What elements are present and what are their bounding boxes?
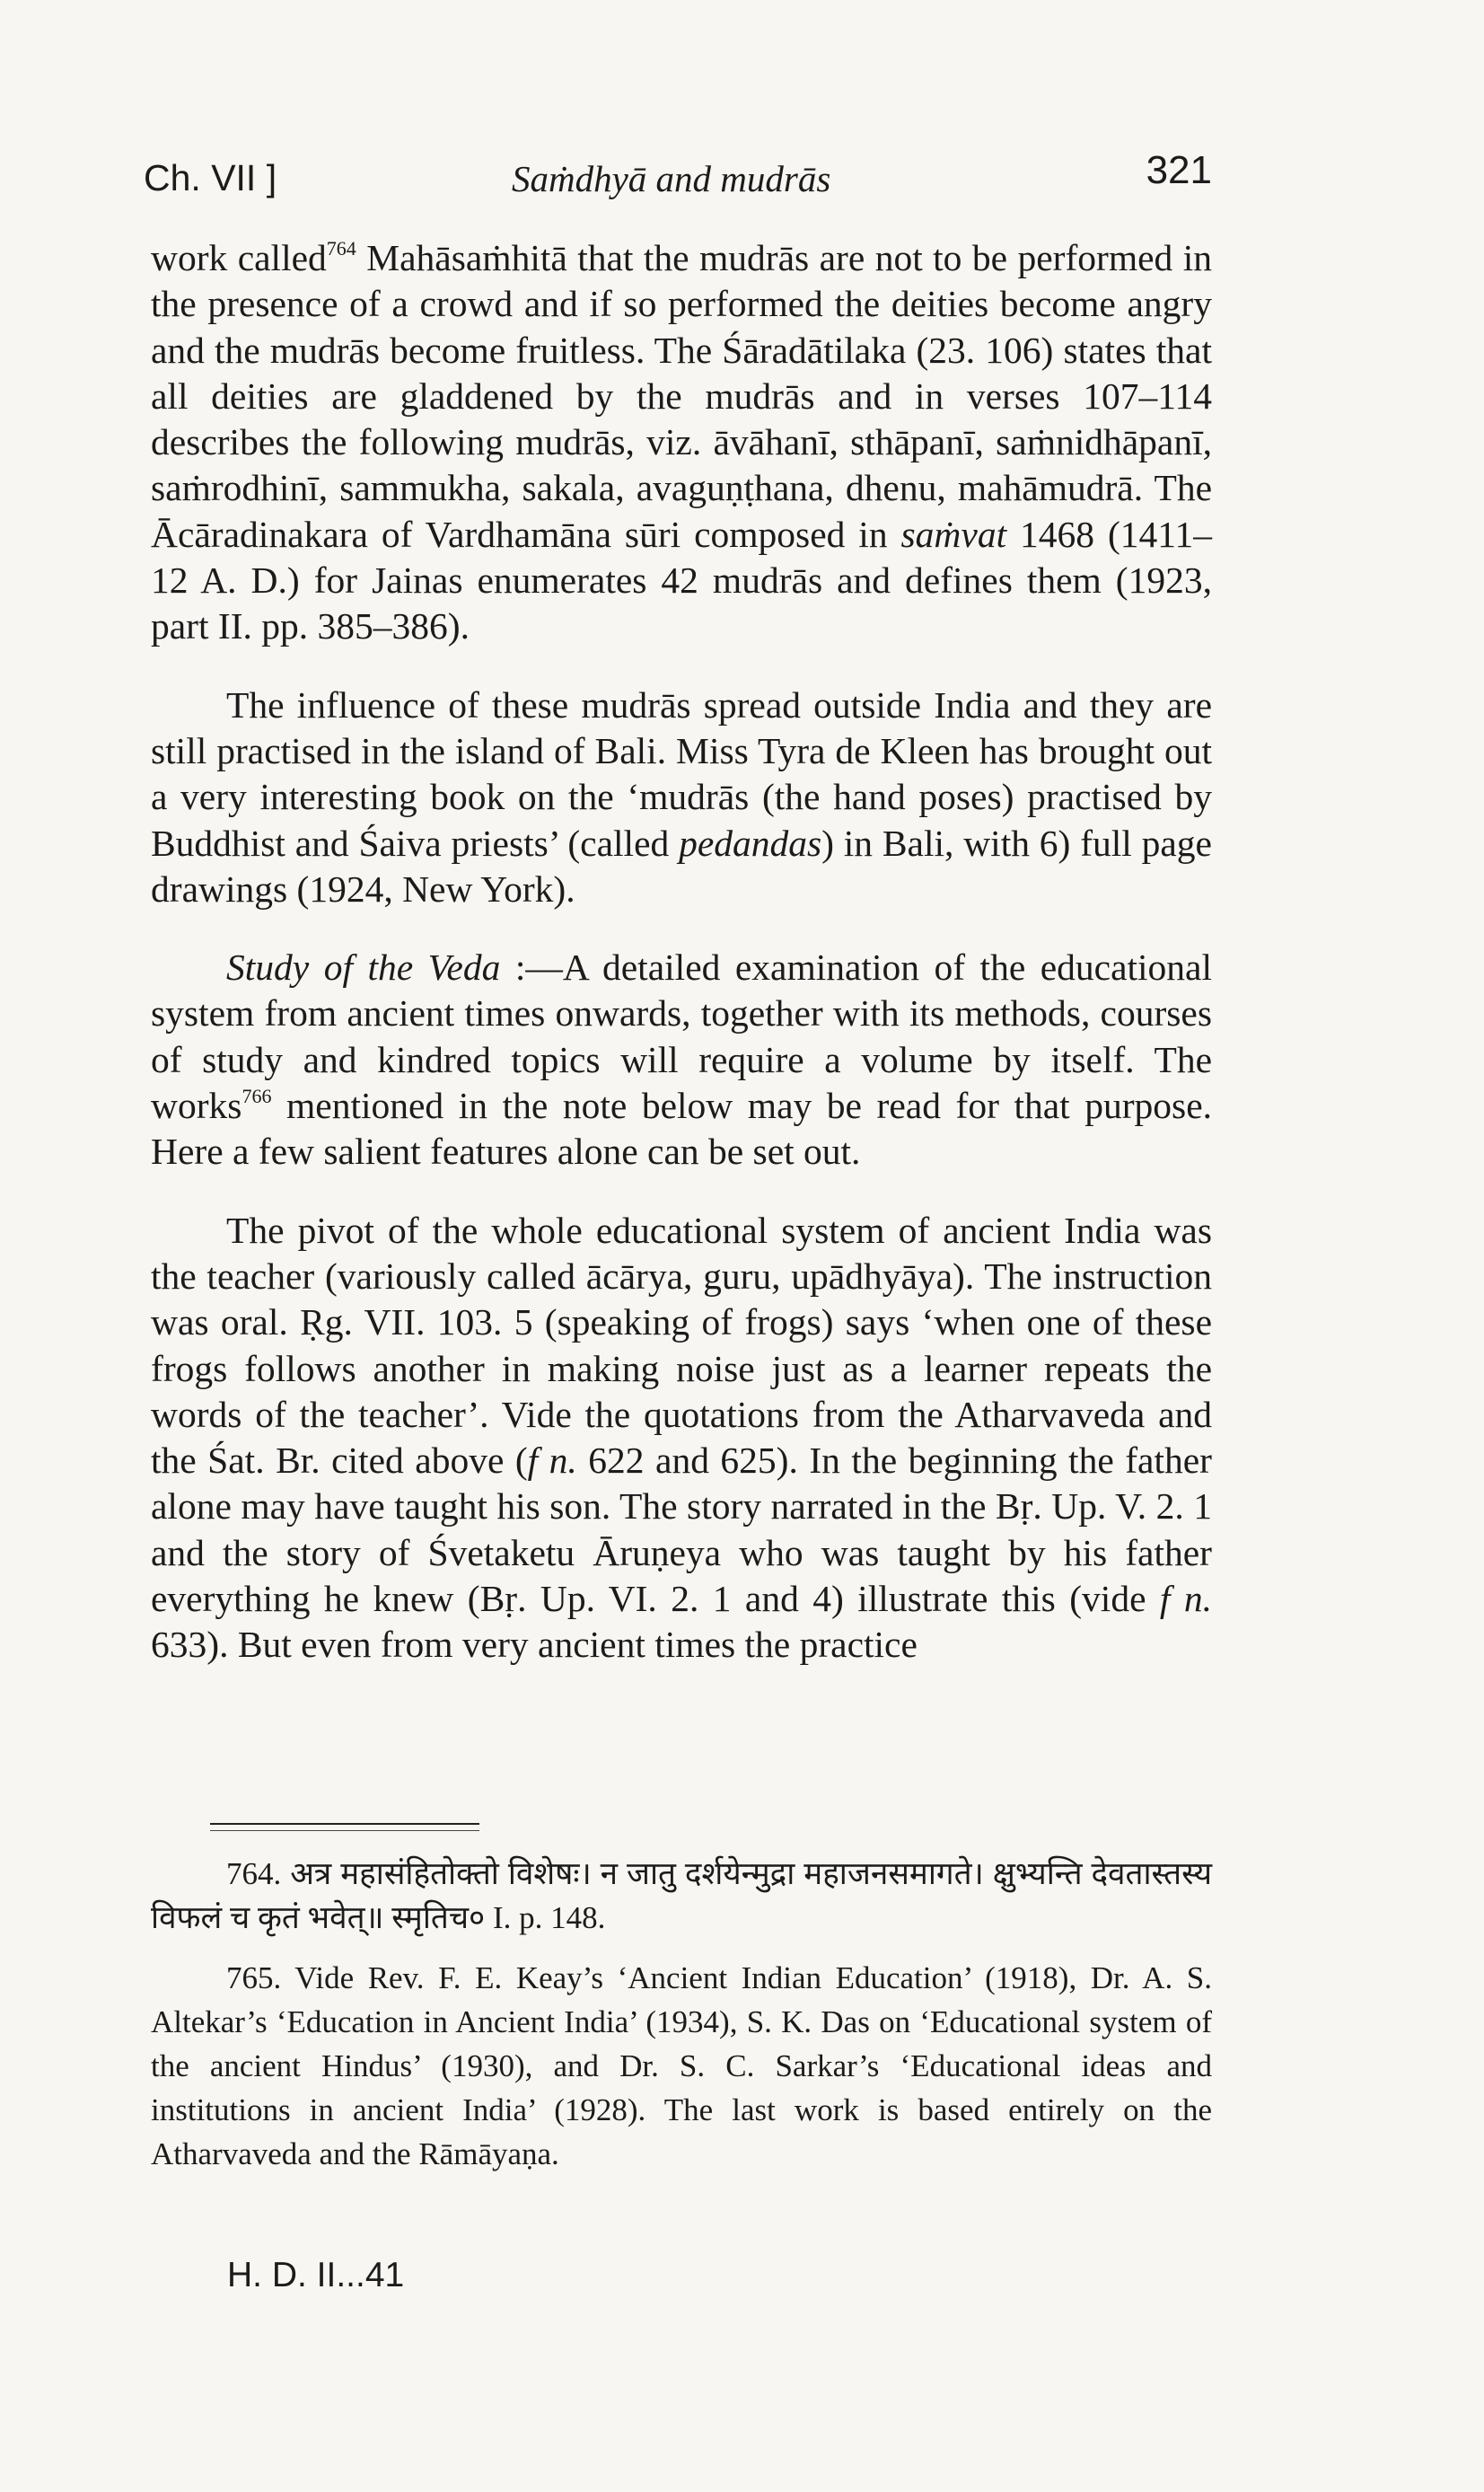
footnote-764 [151, 1852, 1212, 1940]
paragraph-3 [151, 945, 1212, 1175]
footnote-text: अत्र महासंहितोक्तो विशेषः। न जातु दर्शयेन्मुद्रा महाजनसमागते। क्षुभ्यन्ति देवतास्तस्य विफलं च कृतं भवेत्॥ स्मृतिच० I. p. 148. [151, 1856, 1212, 1935]
paragraph-text: 633). But even from very ancient times the practice [151, 1624, 918, 1666]
footnote-separator-secondary [210, 1830, 479, 1831]
footnote-number: 765. [226, 1960, 282, 1995]
running-title: Saṁdhyā and mudrās [512, 158, 831, 199]
page-header [144, 148, 1212, 202]
paragraph-text: Mahāsaṁhitā that the mudrās are not to be performed in the presence of a crowd and if so performed the deities become angry and the mudrās become fruitless. The Śāradātilaka (23. 106) states that all deities are gladdened by the mudrās and in verses 107–114 describes the following mudrās, viz. āvāhanī, sthāpanī, saṁnidhāpanī, saṁrodhinī, sammukha, sakala, avaguṇṭhana, dhenu, mahāmudrā. The Ācāradinakara of Vardhamāna sūri composed in [151, 237, 1213, 555]
page-number: 321 [1146, 148, 1212, 192]
paragraph-text: work called [151, 237, 327, 278]
paragraph-text: 1468 (1411–12 A. D.) for Jainas enumerates 42 mudrās and defines them (1923, part II. pp. 385–386). [151, 513, 1213, 647]
chapter-label: Ch. VII ] [144, 157, 277, 198]
paragraph-1 [151, 235, 1212, 650]
footnote-765 [151, 1956, 1212, 2176]
footnote-number: 764. [226, 1856, 282, 1891]
paragraph-text: :—A detailed examination of the educational system from ancient times onwards, together with its methods, courses of study and kindred topics will require a volume by itself. The works [151, 947, 1212, 1127]
footnote-ref-766[interactable]: 766 [241, 1085, 272, 1108]
paragraph-text: ) in Bali, with 6) full page drawings (1924, New York). [151, 822, 1212, 910]
paragraph-4 [151, 1208, 1212, 1669]
paragraph-text: mentioned in the note below may be read for that purpose. Here a few salient features alone can be set out. [151, 1085, 1212, 1173]
paragraph-text: The pivot of the whole educational system of ancient India was the teacher (variously called ācārya, guru, upādhyāya). The instruction was oral. Ṛg. VII. 103. 5 (speaking of frogs) says ‘when one of these frogs follows another in making noise just as a learner repeats the words of the teacher’. Vide the quotations from the Atharvaveda and the Śat. Br. cited above ( [151, 1209, 1212, 1482]
main-text [151, 235, 1212, 1701]
section-heading: Study of the Veda [226, 947, 501, 989]
footnote-ref-764[interactable]: 764 [326, 237, 356, 260]
paragraph-text: 622 and 625). In the beginning the father alone may have taught his son. The story narrated in the Bṛ. Up. V. 2. 1 and the story of Śvetaketu Āruṇeya who was taught by his father everything he knew (Bṛ. Up. VI. 2. 1 and 4) illustrate this (vide [151, 1440, 1213, 1620]
italic-term: saṁvat [900, 513, 1007, 555]
printer-signature: H. D. II...41 [227, 2256, 405, 2294]
footnote-abbrev: f n. [1159, 1578, 1212, 1620]
footnote-abbrev: f n. [527, 1440, 577, 1482]
paragraph-2 [151, 682, 1212, 912]
footnote-separator [210, 1823, 479, 1825]
footnotes [151, 1852, 1212, 2192]
footnote-text: Vide Rev. F. E. Keay’s ‘Ancient Indian Education’ (1918), Dr. A. S. Altekar’s ‘Education in Ancient India’ (1934), S. K. Das on ‘Educational system of the ancient Hindus’ (1930), and Dr. S. C. Sarkar’s ‘Educational ideas and institutions in ancient India’ (1928). The last work is based entirely on the Atharvaveda and the Rāmāyaṇa. [151, 1960, 1212, 2171]
paragraph-text: The influence of these mudrās spread outside India and they are still practised in the island of Bali. Miss Tyra de Kleen has brought out a very interesting book on the ‘mudrās (the hand poses) practised by Buddhist and Śaiva priests’ (called [151, 683, 1212, 864]
italic-term: pedandas [679, 822, 822, 864]
